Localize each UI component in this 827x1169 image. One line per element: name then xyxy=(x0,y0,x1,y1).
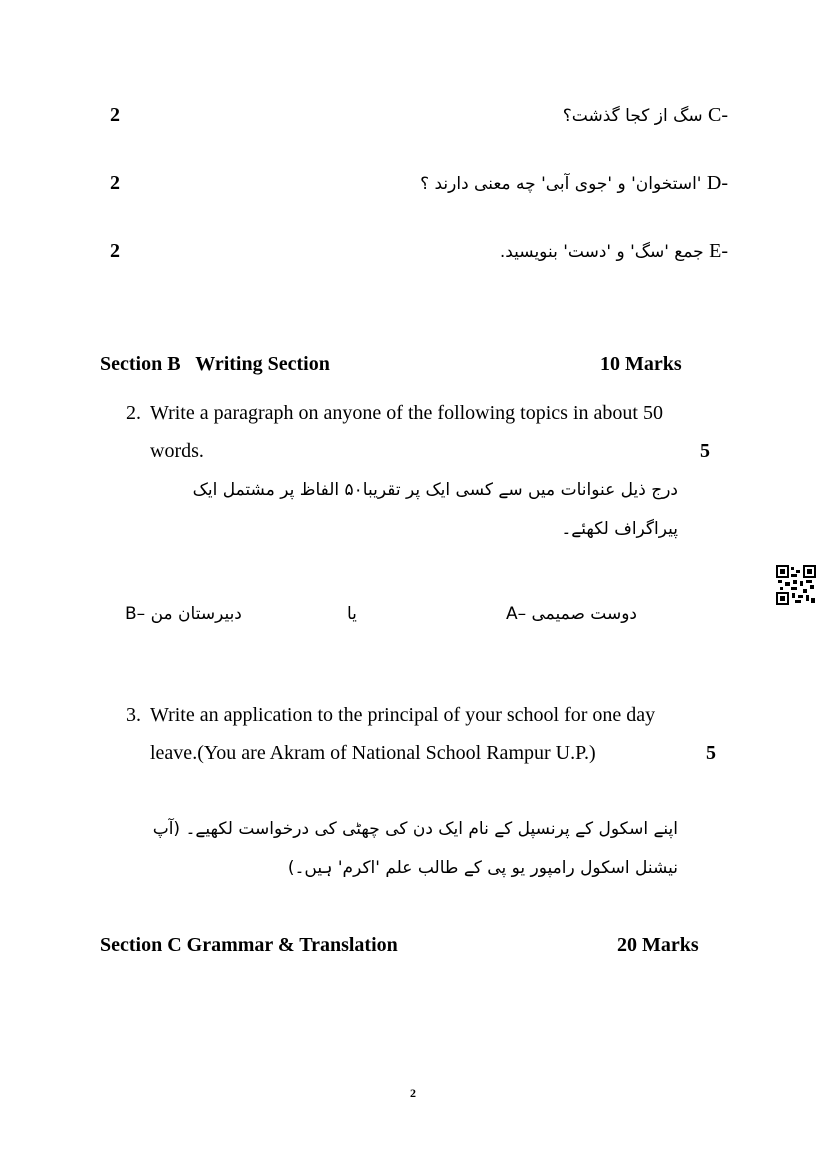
question-c-marks: 2 xyxy=(110,104,120,126)
question-d-text: 'استخوان' و 'جوی آبی' چه معنی دارند ؟ xyxy=(420,174,702,194)
page-number: 2 xyxy=(410,1086,416,1100)
q3-marks: 5 xyxy=(706,742,716,764)
question-e-text: جمع 'سگ' و 'دست' بنویسید. xyxy=(499,242,704,262)
q2-number: 2. xyxy=(126,402,141,424)
q2-line2: words. xyxy=(150,440,204,462)
q2-urdu-line1: درج ذیل عنوانات میں سے کسی ایک پر تقریبا۵۰ الفاظ پر مشتمل ایک xyxy=(192,480,678,500)
question-c-text: سگ از کجا گذشت؟ xyxy=(562,106,703,126)
q2-option-a: A– دوست صمیمی xyxy=(505,604,637,624)
question-d-label: D- xyxy=(706,172,728,194)
section-b-title: Section B Writing Section xyxy=(100,353,330,375)
q3-number: 3. xyxy=(126,704,141,726)
question-e-marks: 2 xyxy=(110,240,120,262)
q3-urdu-line1: اپنے اسکول کے پرنسپل کے نام ایک دن کی چھٹی کی درخواست لکھیے۔ (آپ xyxy=(152,819,678,839)
q3-line1: Write an application to the principal of your school for one day xyxy=(150,704,656,726)
q2-or: یا xyxy=(347,604,357,624)
q2-option-b: B– دبیرستان من xyxy=(125,604,242,624)
section-b-marks: 10 Marks xyxy=(600,353,682,375)
q3-urdu-line2: نیشنل اسکول رامپور یو پی کے طالب علم 'اکرم' ہیں۔) xyxy=(287,858,678,878)
question-e xyxy=(500,240,728,263)
question-c xyxy=(563,104,728,127)
qr-code-icon xyxy=(776,565,816,605)
section-c-marks: 20 Marks xyxy=(617,934,699,956)
question-d-marks: 2 xyxy=(110,172,120,194)
q2-urdu-line2: پیراگراف لکھئے۔ xyxy=(561,519,678,539)
q2-line1: Write a paragraph on anyone of the following topics in about 50 xyxy=(150,402,663,424)
question-d xyxy=(420,172,728,195)
q2-marks: 5 xyxy=(700,440,710,462)
q3-line2: leave.(You are Akram of National School Rampur U.P.) xyxy=(150,742,596,764)
section-c-title: Section C Grammar & Translation xyxy=(100,934,398,956)
question-e-label: E- xyxy=(709,240,728,262)
question-c-label: C- xyxy=(708,104,728,126)
